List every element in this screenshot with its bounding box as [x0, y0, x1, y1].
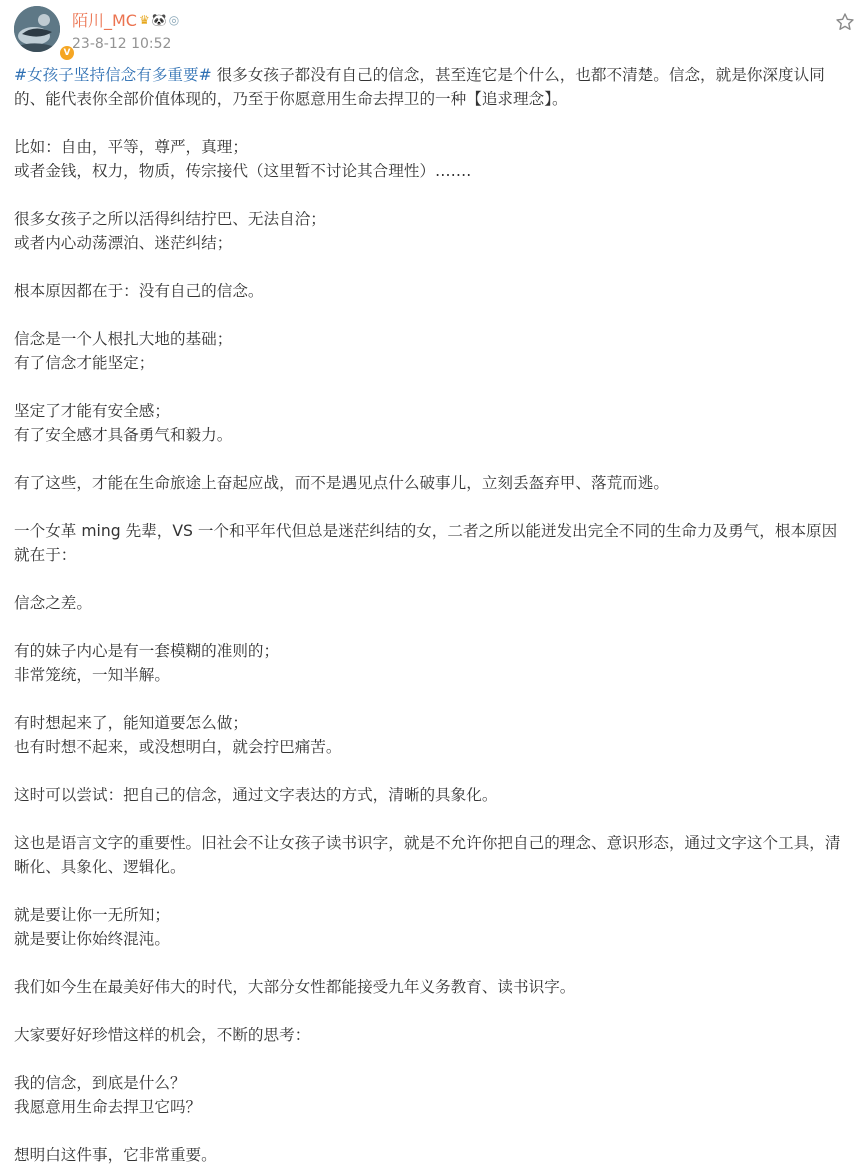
- post-line: 我愿意用生命去捍卫它吗？: [14, 1098, 202, 1116]
- post-line: 就是要让你始终混沌。: [14, 930, 170, 948]
- post-line: 信念是一个人根扎大地的基础；: [14, 330, 233, 348]
- post-line: 我的信念，到底是什么？: [14, 1074, 186, 1092]
- paragraph-gap: [14, 375, 852, 399]
- paragraph-gap: [14, 615, 852, 639]
- post-line: 我们如今生在最美好伟大的时代，大部分女性都能接受九年义务教育、读书识字。: [14, 978, 576, 996]
- post-line: 有了信念才能坚定；: [14, 354, 155, 372]
- post-line: 大家要好好珍惜这样的机会，不断的思考：: [14, 1026, 311, 1044]
- paragraph-gap: [14, 759, 852, 783]
- panda-icon: 🐼: [151, 12, 167, 27]
- post-line: 坚定了才能有安全感；: [14, 402, 170, 420]
- post-timestamp[interactable]: 23-8-12 10:52: [72, 36, 172, 52]
- paragraph-gap: [14, 1047, 852, 1071]
- hashtag-link[interactable]: #女孩子坚持信念有多重要#: [14, 66, 212, 84]
- paragraph-gap: [14, 255, 852, 279]
- paragraph-gap: [14, 567, 852, 591]
- post-line: 根本原因都在于：没有自己的信念。: [14, 282, 264, 300]
- post-line: 也有时想不起来，或没想明白，就会拧巴痛苦。: [14, 738, 342, 756]
- star-outline-icon[interactable]: [835, 12, 855, 32]
- avatar-image: [14, 6, 60, 52]
- paragraph-gap: [14, 111, 852, 135]
- intro-text: 很多女孩子都没有自己的信念，甚至连它是个什么，也都不清楚。信念，就是你深度认同的、能代表你全部价值体现的，乃至于你愿意用生命去捍卫的一种【追求理念】。: [14, 66, 825, 108]
- post-line: 想明白这件事，它非常重要。: [14, 1146, 217, 1164]
- paragraph-gap: [14, 495, 852, 519]
- paragraph-gap: [14, 879, 852, 903]
- paragraph-gap: [14, 999, 852, 1023]
- paragraph-gap: [14, 1119, 852, 1143]
- post-line: 有的妹子内心是有一套模糊的准则的；: [14, 642, 280, 660]
- post-line: 有了安全感才具备勇气和毅力。: [14, 426, 233, 444]
- avatar[interactable]: [14, 6, 71, 58]
- medal-icon: ◎: [168, 12, 180, 27]
- paragraph-gap: [14, 951, 852, 975]
- paragraph-gap: [14, 807, 852, 831]
- username-row: [72, 8, 179, 31]
- post-line: 就是要让你一无所知；: [14, 906, 170, 924]
- paragraph-gap: [14, 183, 852, 207]
- crown-icon: ♛: [138, 12, 150, 27]
- post-line: 或者内心动荡漂泊、迷茫纠结；: [14, 234, 233, 252]
- post-line: 非常笼统，一知半解。: [14, 666, 170, 684]
- verified-v-icon: V: [58, 44, 76, 62]
- post-content: [14, 63, 852, 1167]
- post-line: 这也是语言文字的重要性。旧社会不让女孩子读书识字，就是不允许你把自己的理念、意识形态，通过文字这个工具，清晰化、具象化、逻辑化。: [14, 834, 841, 876]
- post-line: 很多女孩子之所以活得纠结拧巴、无法自洽；: [14, 210, 326, 228]
- username[interactable]: 陌川_MC: [72, 11, 137, 30]
- post-line: 这时可以尝试：把自己的信念，通过文字表达的方式，清晰的具象化。: [14, 786, 498, 804]
- paragraph-gap: [14, 447, 852, 471]
- post-line: 有了这些，才能在生命旅途上奋起应战，而不是遇见点什么破事儿，立刻丢盔弃甲、落荒而逃。: [14, 474, 669, 492]
- post-intro: [14, 63, 852, 111]
- post-line: 信念之差。: [14, 594, 92, 612]
- paragraph-gap: [14, 687, 852, 711]
- paragraph-gap: [14, 303, 852, 327]
- post-line: 一个女革 ming 先辈，VS 一个和平年代但总是迷茫纠结的女，二者之所以能迸发出完全不同的生命力及勇气，根本原因就在于：: [14, 522, 838, 564]
- post-line: 比如：自由，平等，尊严，真理；: [14, 138, 248, 156]
- post-line: 有时想起来了，能知道要怎么做；: [14, 714, 248, 732]
- post-line: 或者金钱，权力，物质，传宗接代（这里暂不讨论其合理性）…….: [14, 162, 472, 180]
